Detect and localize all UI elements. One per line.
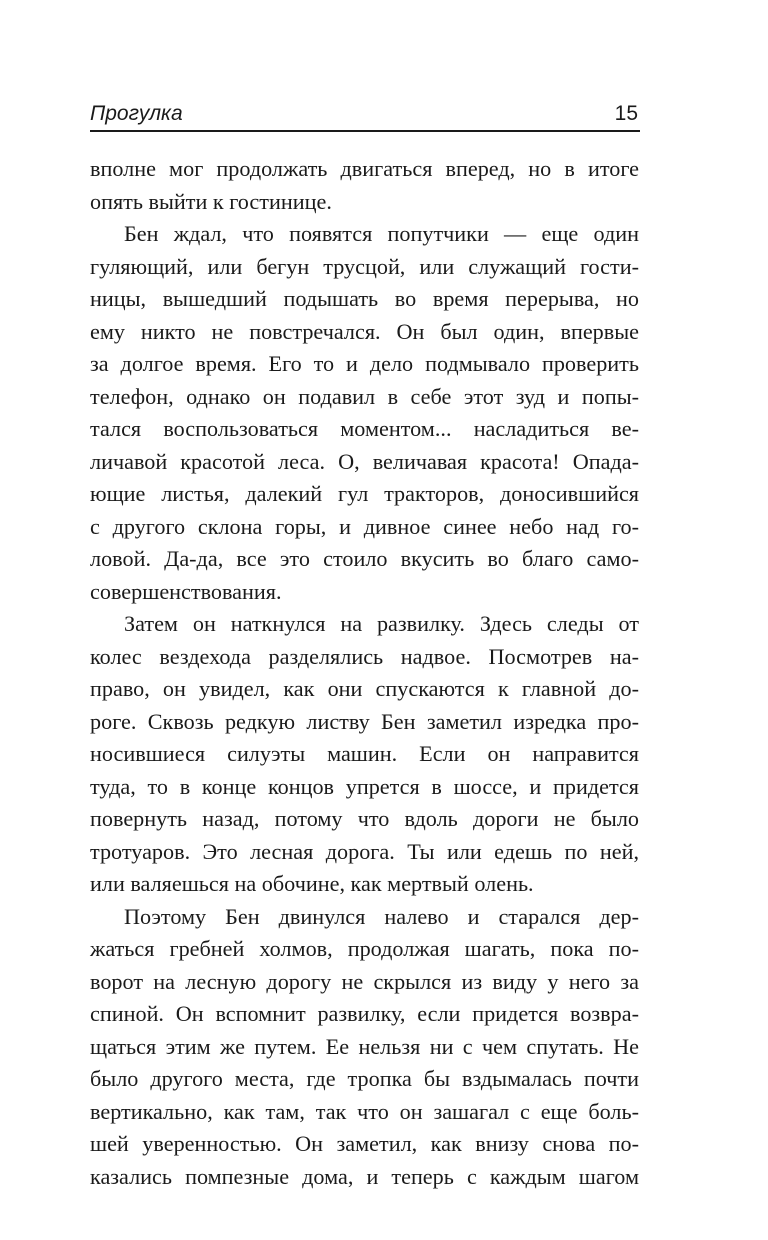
paragraph (90, 901, 639, 1194)
running-head (90, 98, 640, 132)
text-line: вертикально, как там, так что он зашагал с еще боль- (90, 1098, 639, 1124)
text-line: за долгое время. Его то и дело подмывало проверить (90, 351, 639, 376)
text-line: жаться гребней холмов, продолжая шагать, пока по- (90, 936, 639, 961)
text-line: совершенствования. (90, 578, 282, 604)
text-line: повернуть назад, потому что вдоль дороги не было (90, 806, 639, 831)
text-line: шей уверенностью. Он заметил, как внизу снова по- (90, 1131, 639, 1156)
text-line: ловой. Да-да, все это стоило вкусить во благо само- (90, 546, 639, 571)
paragraph (90, 608, 639, 901)
text-line: ницы, вышедший подышать во время перерыва, но (90, 286, 639, 311)
text-line: роге. Сквозь редкую листву Бен заметил изредка про- (90, 708, 639, 734)
text-line: ему никто не повстречался. Он был один, впервые (90, 318, 639, 344)
text-line: Затем он наткнулся на развилку. Здесь следы от (124, 611, 639, 636)
text-line: щаться этим же путем. Ее нельзя ни с чем спутать. Не (90, 1033, 639, 1059)
paragraph (90, 153, 639, 218)
text-line: вполне мог продолжать двигаться вперед, но в итоге (90, 156, 639, 181)
text-line: или валяешься на обочине, как мертвый олень. (90, 871, 534, 896)
text-line: Поэтому Бен двинулся налево и старался дер- (124, 903, 639, 929)
text-line: туда, то в конце концов упрется в шоссе, и придется (90, 773, 639, 799)
text-line: право, он увидел, как они спускаются к главной до- (90, 676, 639, 701)
text-line: телефон, однако он подавил в себе этот зуд и попы- (90, 383, 639, 409)
text-line: ворот на лесную дорогу не скрылся из виду у него за (90, 968, 639, 994)
body-text (90, 153, 639, 1193)
text-line: казались помпезные дома, и теперь с каждым шагом (90, 1163, 639, 1189)
text-line: с другого склона горы, и дивное синее небо над го- (90, 513, 639, 539)
paragraph (90, 218, 639, 608)
text-line: Бен ждал, что появятся попутчики — еще один (124, 221, 639, 246)
text-line: гуляющий, или бегун трусцой, или служащий гости- (90, 253, 639, 279)
text-line: спиной. Он вспомнит развилку, если придется возвра- (90, 1001, 639, 1026)
text-line: колес вездехода разделялись надвое. Посмотрев на- (90, 643, 639, 669)
text-line: личавой красотой леса. О, величавая красота! Опада- (90, 448, 639, 474)
text-line: опять выйти к гостинице. (90, 188, 332, 214)
text-line: ющие листья, далекий гул тракторов, доносившийся (90, 481, 639, 506)
page-number: 15 (614, 102, 638, 125)
chapter-title: Прогулка (90, 102, 183, 125)
text-line: тался воспользоваться моментом... насладиться ве- (90, 416, 639, 441)
text-line: было другого места, где тропка бы вздымалась почти (90, 1066, 639, 1091)
text-line: тротуаров. Это лесная дорога. Ты или едешь по ней, (90, 838, 639, 864)
text-line: носившиеся силуэты машин. Если он направится (90, 741, 639, 766)
